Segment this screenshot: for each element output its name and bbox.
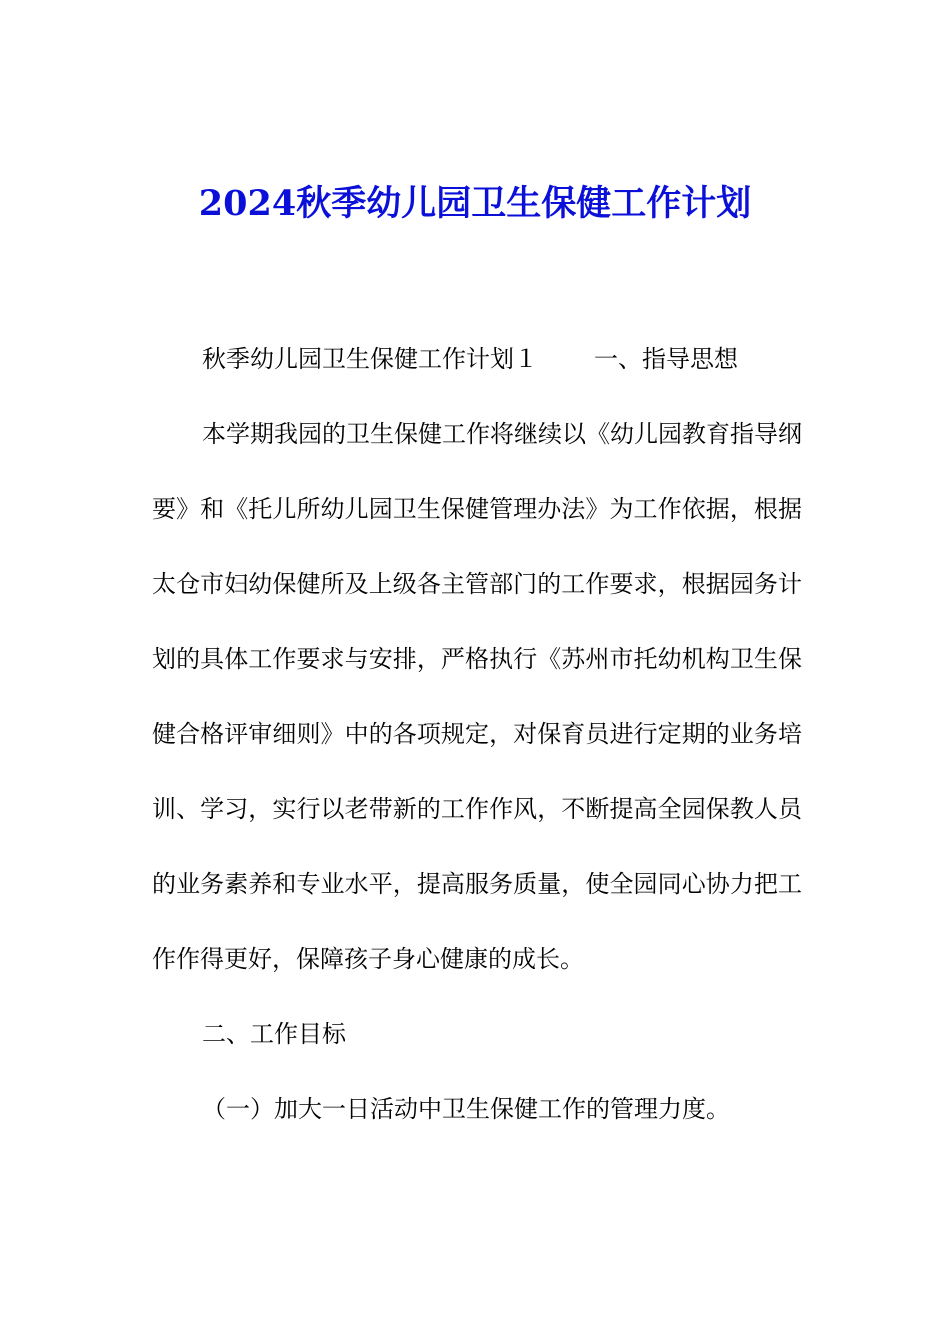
paragraph-guiding-thought: 本学期我园的卫生保健工作将继续以《幼儿园教育指导纲要》和《托儿所幼儿园卫生保健管理办法》为工作依据，根据太仓市妇幼保健所及上级各主管部门的工作要求，根据园务计划的具体工作要求与安排，严格执行《苏州市托幼机构卫生保健合格评审细则》中的各项规定，对保育员进行定期的业务培训、学习，实行以老带新的工作作风，不断提高全园保教人员的业务素养和专业水平，提高服务质量，使全园同心协力把工作作得更好，保障孩子身心健康的成长。 (152, 420, 802, 973)
section-heading-work-goals: 二、工作目标 (202, 1020, 346, 1048)
document-title: 2024秋季幼儿园卫生保健工作计划 (198, 183, 752, 224)
section-heading-guiding-thought: 一、指导思想 (594, 345, 738, 373)
plan-heading: 秋季幼儿园卫生保健工作计划１ (202, 345, 538, 373)
document-body (152, 322, 802, 1147)
subsection-heading-one: （一）加大一日活动中卫生保健工作的管理力度。 (202, 1095, 730, 1123)
intro-line (152, 322, 802, 397)
